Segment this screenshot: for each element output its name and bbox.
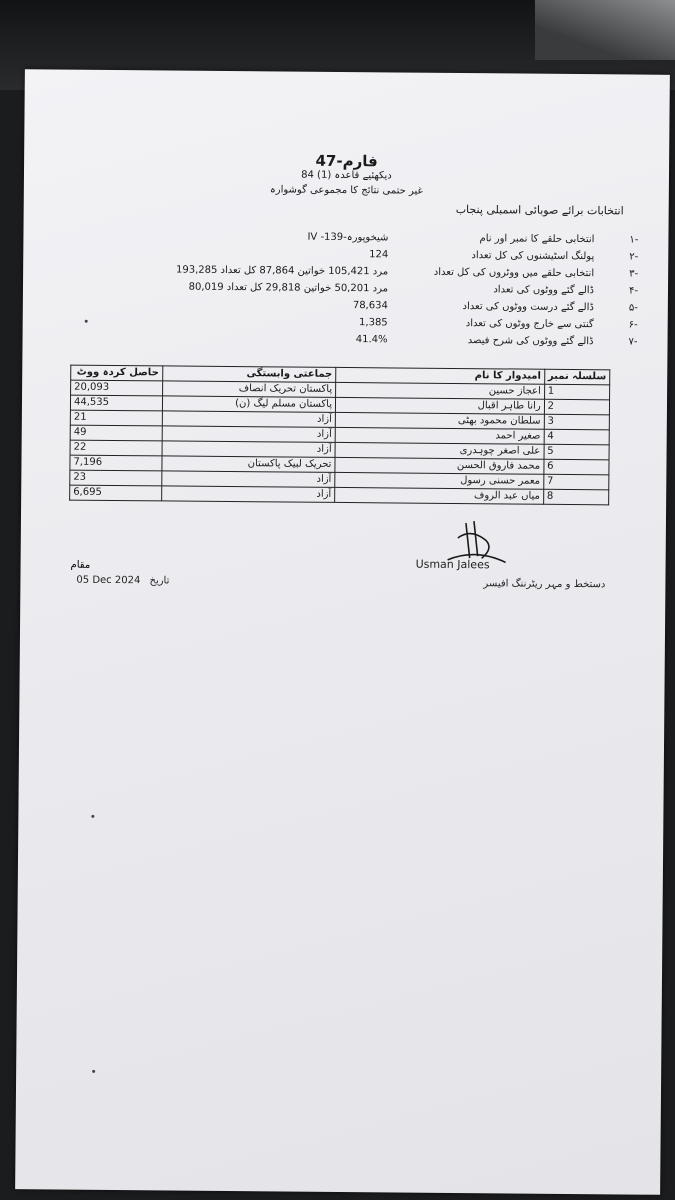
results-table [69,365,610,506]
detail-label: انتخابی حلقے میں ووٹروں کی کل تعداد [433,266,595,280]
date-value: 05 Dec 2024 [76,574,141,587]
form-title: فارم-47 [315,151,378,171]
detail-number: -۳ [629,268,639,280]
votes-cell: 6,695 [70,485,162,501]
votes-cell: 22 [70,440,162,456]
detail-label: انتخابی حلقے کا نمبر اور نام [479,233,595,246]
detail-value: 1,385 [359,317,388,329]
header-party: جماعتی وابستگی [162,366,336,383]
detail-value: 124 [369,249,389,261]
serial-cell: 4 [544,429,609,445]
officer-label: دستخط و مہر ریٹرننگ افیسر [483,578,606,591]
detail-value: 78,634 [352,300,388,312]
name-cell: میاں عبد الروف [335,487,544,504]
form-rule: دیکھئیے قاعدہ (1) 84 [301,169,392,182]
detail-label: گنتی سے خارج ووٹوں کی تعداد [465,318,594,331]
name-cell: علی اصغر چوہدری [335,442,544,459]
party-cell: آزاد [162,426,336,443]
name-cell: محمد فاروق الحسن [335,457,544,474]
name-cell: سلطان محمود بھٹی [335,412,544,429]
header-name: امیدوار کا نام [336,367,545,384]
summary-title: غیر حتمی نتائج کا مجموعی گوشوارہ [269,184,423,197]
detail-value: مرد 105,421 خواتین 87,864 کل تعداد 193,285 [175,264,389,278]
form-47-document [15,69,670,1195]
place-label: مقام [70,559,91,571]
ink-dot [85,320,88,323]
date-line [70,575,169,587]
votes-cell: 20,093 [71,380,163,396]
header-votes: حاصل کردہ ووٹ [71,365,163,381]
election-title: انتخابات برائے صوبائی اسمبلی پنجاب [455,202,624,218]
detail-label: پولنگ اسٹیشنوں کی کل تعداد [471,250,595,263]
detail-number: -۶ [628,319,638,331]
serial-cell: 1 [544,384,609,400]
serial-cell: 7 [543,474,608,490]
party-cell: آزاد [161,486,335,503]
date-label: تاریخ [149,575,170,587]
detail-label: ڈالے گئے ووٹوں کی تعداد [493,284,595,297]
detail-number: -۲ [629,251,639,263]
serial-cell: 2 [544,399,609,415]
party-cell: آزاد [162,411,336,428]
party-cell: آزاد [162,441,336,458]
name-cell: اعجاز حسین [336,382,545,399]
detail-number: -۵ [628,302,638,314]
votes-cell: 44,535 [70,395,162,411]
header-serial: سلسلہ نمبر [544,369,609,385]
ink-dot [91,815,94,818]
party-cell: تحریک لبیک پاکستان [161,456,335,473]
detail-row [82,332,637,353]
officer-name: Usman Jalees [415,557,490,572]
serial-cell: 5 [544,444,609,460]
background-light-spot [535,0,675,60]
detail-number: -۷ [628,336,638,348]
votes-cell: 49 [70,425,162,441]
ink-dot [92,1070,95,1073]
name-cell: صغیر احمد [335,427,544,444]
party-cell: پاکستان تحریک انصاف [162,381,336,398]
detail-number: -۴ [628,285,639,297]
detail-value: شیخوپورہ-139- IV [307,231,389,244]
name-cell: رانا طاہر اقبال [335,397,544,414]
votes-cell: 23 [70,470,162,486]
serial-cell: 8 [543,489,608,505]
detail-label: ڈالے گئے درست ووٹوں کی تعداد [462,301,594,314]
serial-cell: 3 [544,414,609,430]
party-cell: آزاد [161,471,335,488]
votes-cell: 7,196 [70,455,162,471]
detail-value: 41.4% [355,334,388,346]
detail-number: -۱ [629,234,639,246]
votes-cell: 21 [70,410,162,426]
name-cell: معمر حسنی رسول [335,472,544,489]
detail-value: مرد 50,201 خواتین 29,818 کل تعداد 80,019 [188,281,389,295]
detail-label: ڈالے گئے ووٹوں کی شرح فیصد [467,335,594,348]
party-cell: پاکستان مسلم لیگ (ن) [162,396,336,413]
serial-cell: 6 [544,459,609,475]
